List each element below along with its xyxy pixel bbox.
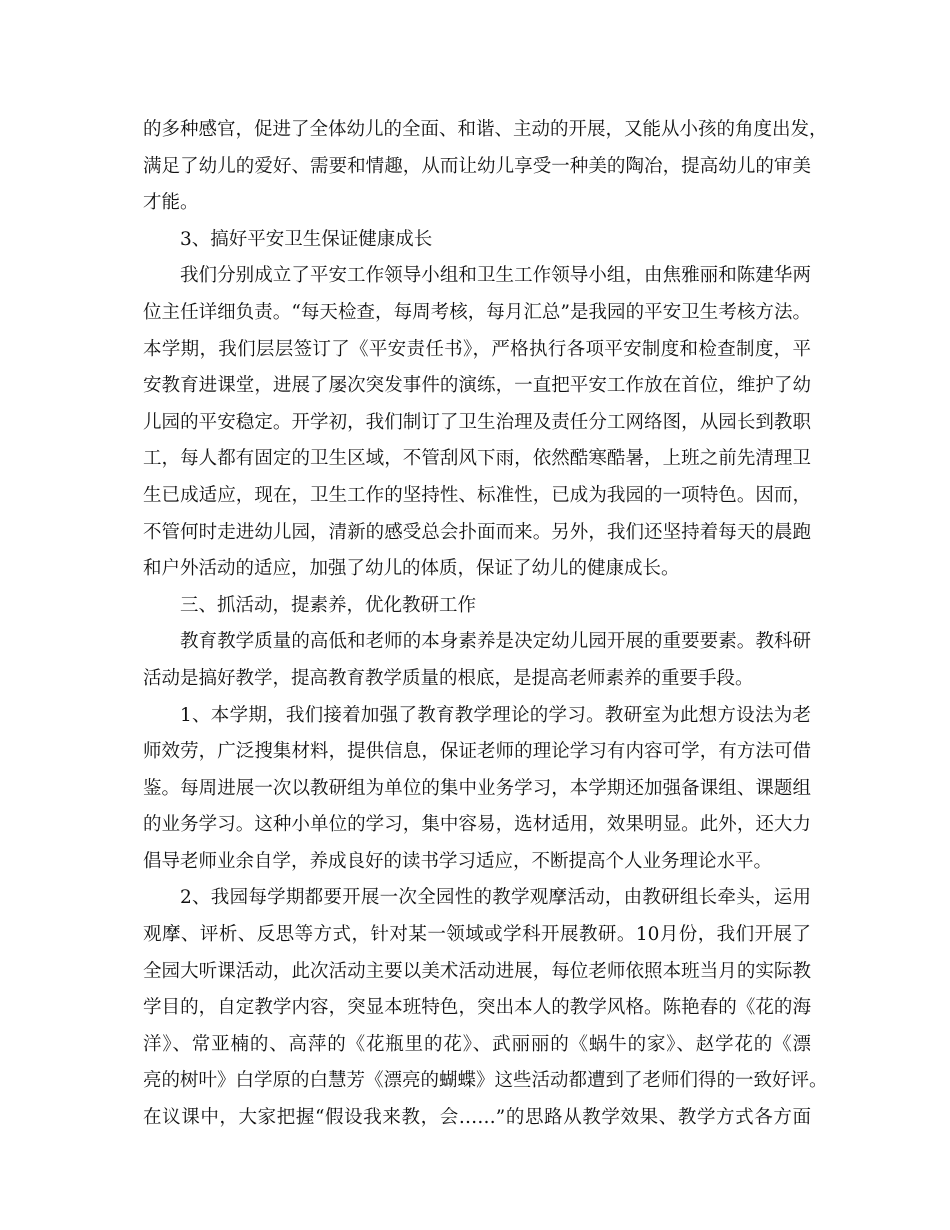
text-line: 师效劳，广泛搜集材料，提供信息，保证老师的理论学习有内容可学，有方法可借 bbox=[143, 741, 811, 763]
text-line: 生已成适应，现在，卫生工作的坚持性、标准性，已成为我园的一项特色。因而， bbox=[143, 484, 811, 506]
text-line: 的业务学习。这种小单位的学习，集中容易，选材适用，效果明显。此外，还大力 bbox=[143, 814, 811, 836]
text-line: 工，每人都有固定的卫生区域，不管刮风下雨，依然酷寒酷暑，上班之前先清理卫 bbox=[143, 448, 811, 470]
text-line: 满足了幼儿的爱好、需要和情趣，从而让幼儿享受一种美的陶冶，提高幼儿的审美 bbox=[143, 155, 811, 177]
text-line: 位主任详细负责。“每天检查，每周考核，每月汇总”是我园的平安卫生考核方法。 bbox=[143, 301, 811, 323]
text-line: 学目的，自定教学内容，突显本班特色，突出本人的教学风格。陈艳春的《花的海 bbox=[143, 997, 811, 1019]
text-line: 亮的树叶》白学原的白慧芳《漂亮的蝴蝶》这些活动都遭到了老师们得的一致好评。 bbox=[143, 1070, 828, 1092]
text-line: 不管何时走进幼儿园，清新的感受总会扑面而来。另外，我们还坚持着每天的晨跑 bbox=[143, 521, 811, 543]
text-line: 洋》、常亚楠的、高萍的《花瓶里的花》、武丽丽的《蜗牛的家》、赵学花的《漂 bbox=[143, 1033, 811, 1055]
text-line: 2、我园每学期都要开展一次全园性的教学观摩活动，由教研组长牵头，运用 bbox=[180, 887, 811, 909]
text-line: 和户外活动的适应，加强了幼儿的体质，保证了幼儿的健康成长。 bbox=[143, 558, 680, 580]
text-line: 我们分别成立了平安工作领导小组和卫生工作领导小组，由焦雅丽和陈建华两 bbox=[180, 265, 811, 287]
text-line: 活动是搞好教学，提高教育教学质量的根底，是提高老师素养的重要手段。 bbox=[143, 667, 754, 689]
body-text bbox=[143, 112, 828, 1137]
text-line: 才能。 bbox=[143, 192, 199, 214]
text-line: 在议课中，大家把握“假设我来教，会……”的思路从教学效果、教学方式各方面 bbox=[143, 1107, 811, 1129]
text-line: 鉴。每周进展一次以教研组为单位的集中业务学习，本学期还加强备课组、课题组 bbox=[143, 777, 811, 799]
text-line: 倡导老师业余自学，养成良好的读书学习适应，不断提高个人业务理论水平。 bbox=[143, 850, 773, 872]
text-line: 教育教学质量的高低和老师的本身素养是决定幼儿园开展的重要要素。教科研 bbox=[180, 631, 811, 653]
text-line: 儿园的平安稳定。开学初，我们制订了卫生治理及责任分工网络图，从园长到教职 bbox=[143, 411, 811, 433]
text-line: 观摩、评析、反思等方式，针对某一领域或学科开展教研。10月份，我们开展了 bbox=[143, 924, 811, 946]
section-heading: 3、搞好平安卫生保证健康成长 bbox=[180, 228, 433, 250]
text-line: 的多种感官，促进了全体幼儿的全面、和谐、主动的开展，又能从小孩的角度出发， bbox=[143, 119, 828, 140]
text-line: 1、本学期，我们接着加强了教育教学理论的学习。教研室为此想方设法为老 bbox=[180, 704, 811, 726]
text-line: 安教育进课堂，进展了屡次突发事件的演练，一直把平安工作放在首位，维护了幼 bbox=[143, 375, 811, 397]
text-line: 本学期，我们层层签订了《平安责任书》，严格执行各项平安制度和检查制度，平 bbox=[143, 338, 811, 360]
text-line: 全园大听课活动，此次活动主要以美术活动进展，每位老师依照本班当月的实际教 bbox=[143, 960, 811, 982]
section-heading: 三、抓活动，提素养，优化教研工作 bbox=[180, 594, 477, 616]
